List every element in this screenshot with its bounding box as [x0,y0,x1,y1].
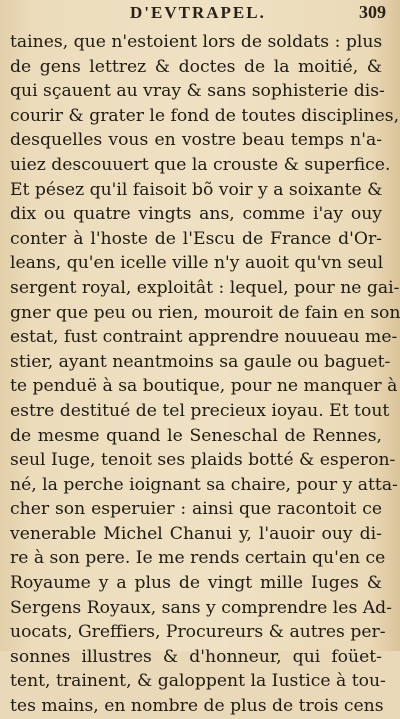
text-line: né, la perche ioignant sa chaire, pour y atta- [10,474,398,495]
text-line: courir & grater le fond de toutes disciplines, [10,105,400,126]
body-text [10,30,400,719]
text-line: conter à l'hoste de l'Escu de France d'Or- [10,228,382,249]
text-line: de gens lettrez & doctes de la moitié, & [10,56,382,77]
text-line: Royaume y a plus de vingt mille Iuges & [10,573,382,594]
page-number: 309 [359,2,386,22]
text-line: taines, que n'estoient lors de soldats : plus [10,32,383,52]
text-line: stier, ayant neantmoins sa gaule ou baguet- [10,351,391,372]
text-line: uiez descouuert que la crouste & superfice. [10,154,391,175]
text-line: tent, trainent, & galoppent la Iustice à tou- [10,671,386,692]
text-line: uocats, Greffiers, Procureurs & autres per- [10,622,386,643]
text-line: re à son pere. Ie me rends certain qu'en ce [10,548,386,569]
text-line: sergent royal, exploitât : lequel, pour ne gai- [10,277,400,298]
text-line: te penduë à sa boutique, pour ne manquer à [10,376,398,397]
text-line: qui sçauent au vray & sans sophisterie dis- [10,81,385,102]
text-line: cher son esperuier : ainsi que racontoit ce [10,499,382,520]
text-line: estre destitué de tel precieux ioyau. Et tout [10,400,390,421]
text-line: gner que peu ou rien, mouroit de fain en son [10,302,400,323]
text-line: de mesme quand le Seneschal de Rennes, [10,425,382,446]
text-line: seul Iuge, tenoit ses plaids botté & esperon- [10,450,396,471]
text-line: venerable Michel Chanui y, l'auoir ouy di- [10,523,382,544]
text-line: leans, qu'en icelle ville n'y auoit qu'vn seul [10,253,384,274]
text-line: dix ou quatre vingts ans, comme i'ay ouy [10,204,382,225]
running-title: D'EVTRAPEL. [130,3,266,22]
text-line: Et pésez qu'il faisoit bõ voir y a soixante & [10,179,383,200]
running-head [0,0,400,30]
text-line: sonnes illustres & d'honneur, qui foüet- [10,646,382,667]
text-line: tes mains, en nombre de plus de trois cens [10,696,384,717]
text-line: estat, fust contraint apprendre nouueau me- [10,327,398,348]
text-line: desquelles vous en vostre beau temps n'a- [10,130,382,151]
text-line: Sergens Royaux, sans y comprendre les Ad- [10,597,392,618]
